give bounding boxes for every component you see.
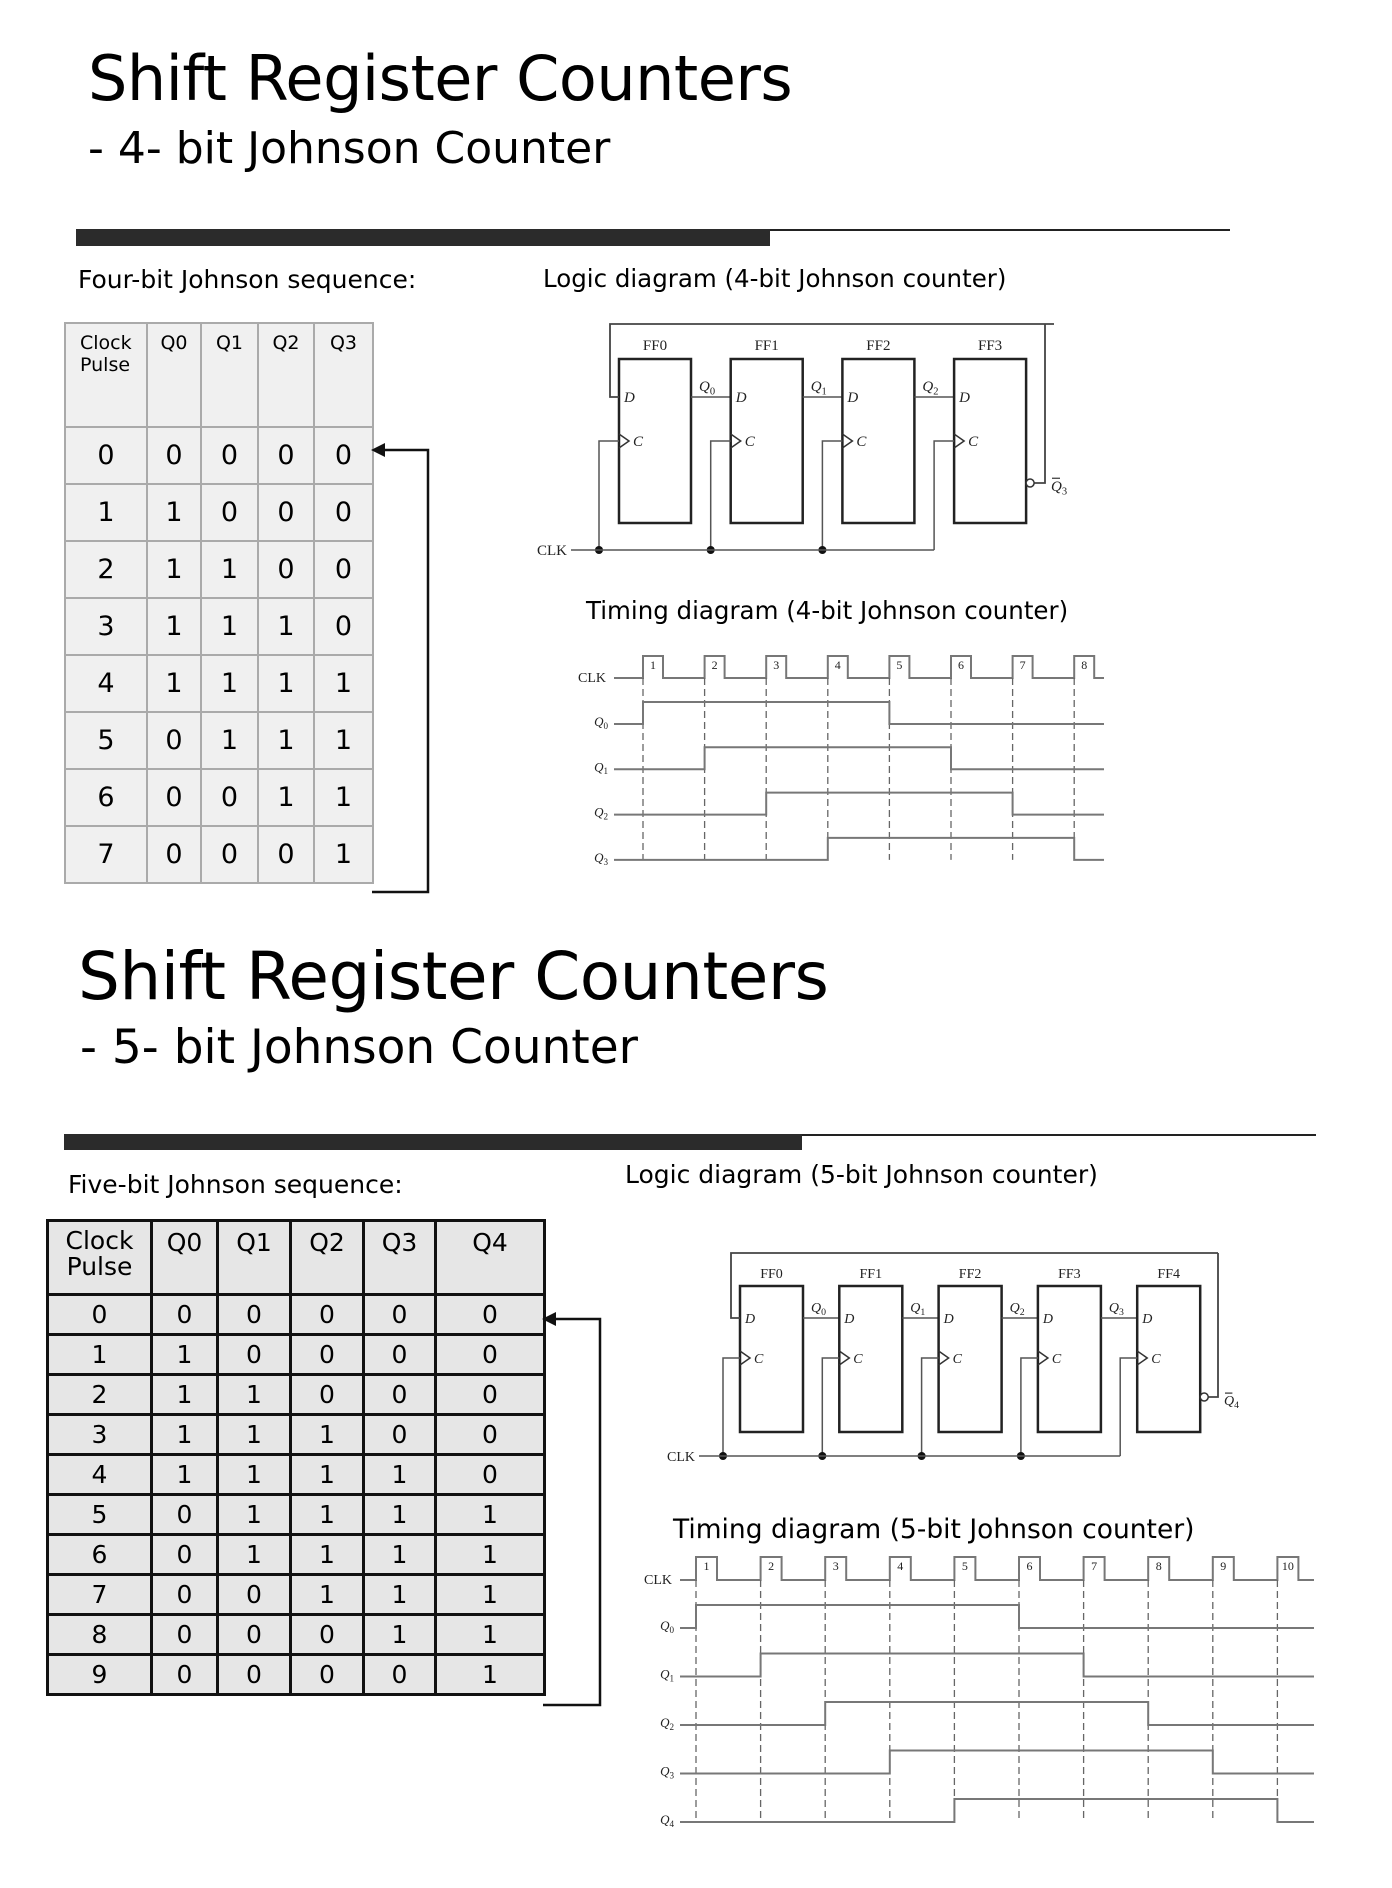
state-bit-cell: 0 — [201, 769, 258, 826]
column-header: Q0 — [147, 323, 201, 427]
d-input-label: D — [745, 1312, 756, 1327]
d-input-label: D — [1042, 1312, 1054, 1327]
state-bit-cell: 0 — [314, 427, 373, 484]
slide-title-5bit: Shift Register Counters — [78, 938, 829, 1015]
q-output-label: $Q_1$ — [810, 379, 827, 398]
clock-pulse-number: 7 — [1019, 658, 1026, 672]
logic-diagram-5bit — [667, 1253, 1239, 1465]
state-bit-cell: 0 — [436, 1375, 545, 1415]
flip-flop-label: FF0 — [642, 338, 668, 354]
state-bit-cell: 0 — [201, 484, 258, 541]
clock-pulse-number: 1 — [703, 1559, 710, 1573]
clk-signal-label: CLK — [644, 1573, 672, 1588]
state-bit-cell: 1 — [314, 655, 373, 712]
clock-pulse-cell: 0 — [48, 1295, 152, 1335]
column-header: Q1 — [218, 1221, 291, 1295]
state-bit-cell: 0 — [364, 1415, 436, 1455]
state-bit-cell: 1 — [436, 1615, 545, 1655]
state-bit-cell: 1 — [147, 484, 201, 541]
timing-diagram-label-5bit: Timing diagram (5-bit Johnson counter) — [673, 1514, 1195, 1545]
clock-pulse-number: 2 — [768, 1559, 775, 1573]
q-signal-label: $Q_4$ — [660, 1812, 674, 1829]
state-bit-cell: 1 — [291, 1495, 364, 1535]
state-bit-cell: 0 — [258, 826, 314, 883]
clock-pulse-number: 2 — [711, 658, 718, 672]
state-bit-cell: 0 — [364, 1295, 436, 1335]
state-bit-cell: 0 — [147, 769, 201, 826]
q-signal-label: $Q_3$ — [594, 849, 608, 867]
state-bit-cell: 1 — [364, 1615, 436, 1655]
state-bit-cell: 0 — [201, 427, 258, 484]
state-bit-cell: 1 — [364, 1495, 436, 1535]
flip-flop-label: FF0 — [760, 1267, 783, 1282]
q-waveform — [680, 1799, 1314, 1822]
state-bit-cell: 1 — [258, 712, 314, 769]
clock-input-label: C — [952, 1352, 962, 1367]
clock-wire — [822, 1358, 839, 1456]
feedback-wire — [1034, 324, 1045, 483]
clock-input-label: C — [754, 1352, 764, 1367]
clock-input-label: C — [968, 434, 979, 450]
clock-pulse-number: 1 — [650, 658, 656, 672]
state-bit-cell: 0 — [152, 1615, 218, 1655]
sequence-label-5bit: Five-bit Johnson sequence: — [68, 1170, 403, 1199]
clock-input-label: C — [744, 434, 755, 450]
state-bit-cell: 1 — [201, 655, 258, 712]
column-header: Q2 — [258, 323, 314, 427]
d-input-label: D — [959, 390, 970, 406]
state-bit-cell: 1 — [436, 1535, 545, 1575]
table-feedback-arrow-5bit — [543, 1319, 600, 1705]
column-header: Q3 — [314, 323, 373, 427]
column-header: Q1 — [201, 323, 258, 427]
state-bit-cell: 1 — [291, 1455, 364, 1495]
state-bit-cell: 1 — [218, 1535, 291, 1575]
q-waveform — [680, 1605, 1314, 1628]
state-bit-cell: 0 — [218, 1295, 291, 1335]
clock-wire — [711, 441, 731, 550]
q-signal-label: $Q_1$ — [660, 1666, 674, 1684]
state-bit-cell: 0 — [152, 1295, 218, 1335]
state-bit-cell: 1 — [436, 1655, 545, 1695]
inverter-bubble-icon — [1026, 479, 1034, 487]
q-output-label: $Q_0$ — [699, 379, 716, 398]
flip-flop-label: FF1 — [754, 338, 779, 354]
flip-flop-label: FF2 — [958, 1267, 982, 1282]
state-bit-cell: 1 — [258, 655, 314, 712]
flip-flop-label: FF3 — [978, 338, 1003, 354]
q-signal-label: $Q_3$ — [660, 1763, 674, 1781]
clock-input-label: C — [853, 1352, 863, 1367]
state-bit-cell: 0 — [258, 427, 314, 484]
clock-pulse-number: 3 — [832, 1559, 839, 1573]
q-waveform — [614, 838, 1104, 860]
clk-label: CLK — [667, 1450, 695, 1465]
state-bit-cell: 1 — [218, 1415, 291, 1455]
d-input-label: D — [943, 1312, 954, 1327]
state-bit-cell: 0 — [436, 1415, 545, 1455]
clock-pulse-number: 5 — [896, 658, 903, 672]
q-output-label: $Q_2$ — [922, 379, 939, 398]
feedback-wire — [1208, 1253, 1218, 1397]
state-bit-cell: 0 — [436, 1295, 545, 1335]
state-bit-cell: 0 — [291, 1615, 364, 1655]
arrowhead-icon — [371, 443, 385, 457]
column-header: Clock Pulse — [48, 1221, 152, 1295]
clock-pulse-cell: 7 — [65, 826, 147, 883]
clock-pulse-cell: 4 — [48, 1455, 152, 1495]
d-input-label: D — [844, 1312, 855, 1327]
state-bit-cell: 0 — [364, 1655, 436, 1695]
clock-input-label: C — [856, 434, 867, 450]
state-bit-cell: 0 — [291, 1295, 364, 1335]
state-bit-cell: 0 — [291, 1655, 364, 1695]
inverter-bubble-icon — [1200, 1393, 1208, 1401]
state-bit-cell: 0 — [364, 1375, 436, 1415]
flip-flop-label: FF4 — [1157, 1267, 1180, 1282]
clock-pulse-number: 5 — [961, 1559, 968, 1573]
clock-pulse-number: 10 — [1281, 1559, 1294, 1573]
clock-pulse-number: 4 — [897, 1559, 904, 1573]
q-waveform — [680, 1654, 1314, 1677]
clock-pulse-cell: 5 — [65, 712, 147, 769]
state-bit-cell: 1 — [201, 598, 258, 655]
clock-input-label: C — [1051, 1352, 1062, 1367]
state-bit-cell: 0 — [152, 1655, 218, 1695]
clock-pulse-cell: 7 — [48, 1575, 152, 1615]
logic-diagram-label-5bit: Logic diagram (5-bit Johnson counter) — [625, 1160, 1098, 1189]
clock-pulse-cell: 3 — [65, 598, 147, 655]
state-bit-cell: 0 — [436, 1335, 545, 1375]
clock-pulse-number: 8 — [1155, 1559, 1162, 1573]
state-bit-cell: 1 — [364, 1455, 436, 1495]
state-bit-cell: 0 — [147, 427, 201, 484]
state-bit-cell: 0 — [218, 1335, 291, 1375]
d-input-label: D — [624, 390, 635, 406]
state-bit-cell: 0 — [291, 1375, 364, 1415]
clock-pulse-cell: 4 — [65, 655, 147, 712]
clock-pulse-number: 3 — [773, 658, 780, 672]
d-input-label: D — [735, 390, 747, 406]
state-bit-cell: 0 — [291, 1335, 364, 1375]
state-bit-cell: 0 — [258, 484, 314, 541]
state-bit-cell: 0 — [218, 1615, 291, 1655]
logic-diagram-4bit — [537, 324, 1067, 559]
clock-wire — [1021, 1358, 1038, 1456]
column-header: Q3 — [364, 1221, 436, 1295]
state-bit-cell: 1 — [364, 1575, 436, 1615]
state-bit-cell: 0 — [147, 712, 201, 769]
logic-diagram-label-4bit: Logic diagram (4-bit Johnson counter) — [543, 264, 1007, 293]
clk-label: CLK — [537, 543, 567, 559]
sequence-label-4bit: Four-bit Johnson sequence: — [78, 265, 417, 294]
state-bit-cell: 1 — [314, 826, 373, 883]
state-bit-cell: 1 — [314, 769, 373, 826]
q-waveform — [680, 1751, 1314, 1774]
state-bit-cell: 0 — [201, 826, 258, 883]
state-bit-cell: 0 — [314, 598, 373, 655]
q-signal-label: $Q_2$ — [660, 1715, 674, 1732]
clock-pulse-number: 7 — [1091, 1559, 1098, 1573]
state-bit-cell: 1 — [147, 598, 201, 655]
state-bit-cell: 1 — [152, 1455, 218, 1495]
state-bit-cell: 1 — [258, 769, 314, 826]
state-bit-cell: 1 — [314, 712, 373, 769]
column-header: Q0 — [152, 1221, 218, 1295]
state-bit-cell: 1 — [291, 1535, 364, 1575]
arrowhead-icon — [542, 1312, 556, 1326]
clock-pulse-cell: 1 — [65, 484, 147, 541]
clock-pulse-number: 9 — [1220, 1559, 1227, 1573]
clk-waveform — [680, 1557, 1314, 1580]
q-signal-label: $Q_1$ — [594, 759, 608, 777]
slide-title-4bit: Shift Register Counters — [88, 42, 793, 115]
q-output-label: $Q_3$ — [1108, 1301, 1124, 1319]
state-bit-cell: 1 — [218, 1495, 291, 1535]
clock-wire — [599, 441, 619, 550]
q-signal-label: $Q_2$ — [594, 804, 608, 822]
clock-pulse-cell: 6 — [48, 1535, 152, 1575]
state-bit-cell: 1 — [152, 1415, 218, 1455]
flip-flop-label: FF1 — [859, 1267, 883, 1282]
q-waveform — [614, 747, 1104, 769]
q-signal-label: $Q_0$ — [594, 714, 608, 731]
q-output-label: $Q_0$ — [811, 1301, 827, 1319]
state-bit-cell: 1 — [436, 1575, 545, 1615]
d-input-label: D — [847, 390, 859, 406]
state-bit-cell: 1 — [152, 1335, 218, 1375]
clock-pulse-number: 6 — [1026, 1559, 1033, 1573]
clock-pulse-cell: 6 — [65, 769, 147, 826]
timing-diagram-5bit — [644, 1557, 1314, 1829]
state-bit-cell: 0 — [152, 1535, 218, 1575]
clock-wire — [822, 441, 842, 550]
state-bit-cell: 0 — [314, 484, 373, 541]
clock-pulse-cell: 0 — [65, 427, 147, 484]
q-output-label: $Q_1$ — [910, 1301, 926, 1319]
clk-waveform — [614, 656, 1104, 678]
clock-pulse-number: 6 — [958, 658, 964, 672]
slide-subtitle-4bit: - 4- bit Johnson Counter — [88, 123, 611, 174]
state-bit-cell: 1 — [147, 541, 201, 598]
clock-wire — [723, 1358, 740, 1456]
column-header: Clock Pulse — [65, 323, 147, 427]
state-bit-cell: 1 — [201, 712, 258, 769]
state-bit-cell: 0 — [147, 826, 201, 883]
state-bit-cell: 1 — [364, 1535, 436, 1575]
flip-flop-label: FF3 — [1058, 1267, 1081, 1282]
clock-pulse-number: 4 — [834, 658, 841, 672]
clock-pulse-cell: 2 — [65, 541, 147, 598]
q-waveform — [680, 1702, 1314, 1725]
state-bit-cell: 0 — [218, 1655, 291, 1695]
clock-pulse-cell: 8 — [48, 1615, 152, 1655]
clock-pulse-cell: 5 — [48, 1495, 152, 1535]
clock-wire — [934, 441, 954, 550]
clock-pulse-cell: 3 — [48, 1415, 152, 1455]
q-signal-label: $Q_0$ — [660, 1618, 674, 1635]
state-bit-cell: 1 — [152, 1375, 218, 1415]
column-header: Q2 — [291, 1221, 364, 1295]
state-bit-cell: 0 — [314, 541, 373, 598]
state-bit-cell: 0 — [152, 1495, 218, 1535]
state-bit-cell: 1 — [436, 1495, 545, 1535]
d-input-label: D — [1142, 1312, 1153, 1327]
state-bit-cell: 1 — [258, 598, 314, 655]
q-waveform — [614, 702, 1104, 724]
state-bit-cell: 0 — [152, 1575, 218, 1615]
state-bit-cell: 1 — [218, 1375, 291, 1415]
column-header: Q4 — [436, 1221, 545, 1295]
clk-signal-label: CLK — [578, 671, 606, 686]
q-bar-feedback-label: $Q_4$ — [1224, 1394, 1240, 1412]
slide-subtitle-5bit: - 5- bit Johnson Counter — [80, 1020, 638, 1075]
clock-wire — [1120, 1358, 1137, 1456]
q-waveform — [614, 793, 1104, 815]
state-bit-cell: 1 — [291, 1575, 364, 1615]
q-output-label: $Q_2$ — [1009, 1301, 1025, 1319]
state-bit-cell: 0 — [364, 1335, 436, 1375]
clock-input-label: C — [633, 434, 644, 450]
clock-pulse-cell: 9 — [48, 1655, 152, 1695]
q-bar-feedback-label: $Q_3$ — [1051, 479, 1068, 498]
clock-wire — [922, 1358, 939, 1456]
flip-flop-label: FF2 — [866, 338, 891, 354]
state-bit-cell: 1 — [218, 1455, 291, 1495]
table-feedback-arrow-4bit — [372, 450, 428, 892]
timing-diagram-label-4bit: Timing diagram (4-bit Johnson counter) — [586, 596, 1069, 625]
state-bit-cell: 1 — [147, 655, 201, 712]
clock-pulse-cell: 2 — [48, 1375, 152, 1415]
state-bit-cell: 0 — [436, 1455, 545, 1495]
clock-pulse-number: 8 — [1081, 658, 1088, 672]
state-bit-cell: 0 — [218, 1575, 291, 1615]
clock-pulse-cell: 1 — [48, 1335, 152, 1375]
timing-diagram-4bit — [578, 656, 1104, 867]
state-bit-cell: 0 — [258, 541, 314, 598]
state-bit-cell: 1 — [201, 541, 258, 598]
clock-input-label: C — [1151, 1352, 1161, 1367]
state-bit-cell: 1 — [291, 1415, 364, 1455]
